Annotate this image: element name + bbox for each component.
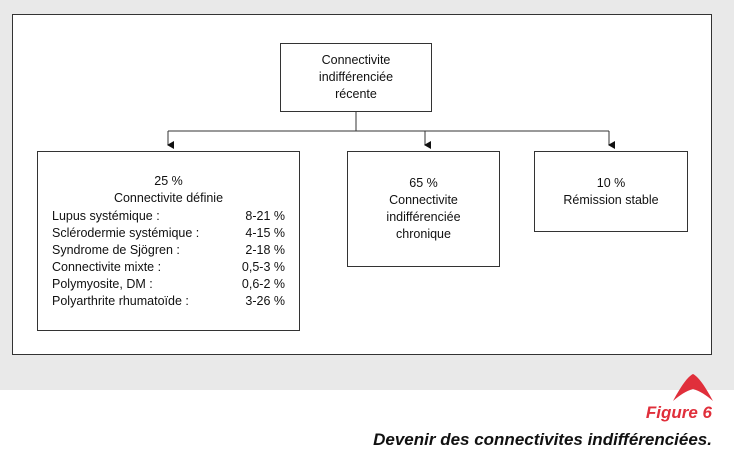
chronic-node bbox=[347, 151, 500, 267]
row-value: 0,6-2 % bbox=[241, 277, 285, 291]
row-label: Sclérodermie systémique : bbox=[52, 226, 200, 240]
root-line-3: récente bbox=[335, 87, 377, 101]
defined-row bbox=[52, 242, 285, 259]
defined-row bbox=[52, 293, 285, 310]
row-value: 0,5-3 % bbox=[241, 260, 285, 274]
row-label: Lupus systémique : bbox=[52, 209, 160, 223]
figure-caption: Devenir des connectivites indifférenciées. bbox=[373, 430, 712, 449]
chronic-line-3: chronique bbox=[396, 227, 451, 241]
defined-row bbox=[52, 225, 285, 242]
chronic-line-2: indifférenciée bbox=[386, 210, 461, 224]
defined-row bbox=[52, 276, 285, 293]
defined-row bbox=[52, 208, 285, 225]
red-peak-logo-icon bbox=[672, 372, 714, 402]
row-value: 3-26 % bbox=[245, 294, 285, 308]
defined-title: Connectivite définie bbox=[113, 191, 224, 205]
root-line-1: Connectivite bbox=[321, 53, 391, 67]
defined-percent: 25 % bbox=[154, 174, 183, 188]
row-value: 8-21 % bbox=[245, 209, 285, 223]
defined-row bbox=[52, 259, 285, 276]
figure-label: Figure 6 bbox=[645, 403, 712, 422]
defined-node bbox=[37, 151, 300, 331]
row-label: Polyarthrite rhumatoïde : bbox=[52, 294, 189, 308]
row-value: 2-18 % bbox=[245, 243, 285, 257]
remission-node bbox=[534, 151, 688, 232]
row-label: Polymyosite, DM : bbox=[52, 277, 153, 291]
root-node bbox=[280, 43, 432, 112]
chronic-percent: 65 % bbox=[409, 176, 438, 190]
row-label: Syndrome de Sjögren : bbox=[52, 243, 180, 257]
remission-label: Rémission stable bbox=[563, 192, 659, 207]
row-value: 4-15 % bbox=[245, 226, 285, 240]
chronic-line-1: Connectivite bbox=[389, 193, 458, 207]
row-label: Connectivite mixte : bbox=[52, 260, 162, 274]
root-line-2: indifférenciée bbox=[318, 70, 394, 84]
remission-percent: 10 % bbox=[596, 175, 626, 190]
